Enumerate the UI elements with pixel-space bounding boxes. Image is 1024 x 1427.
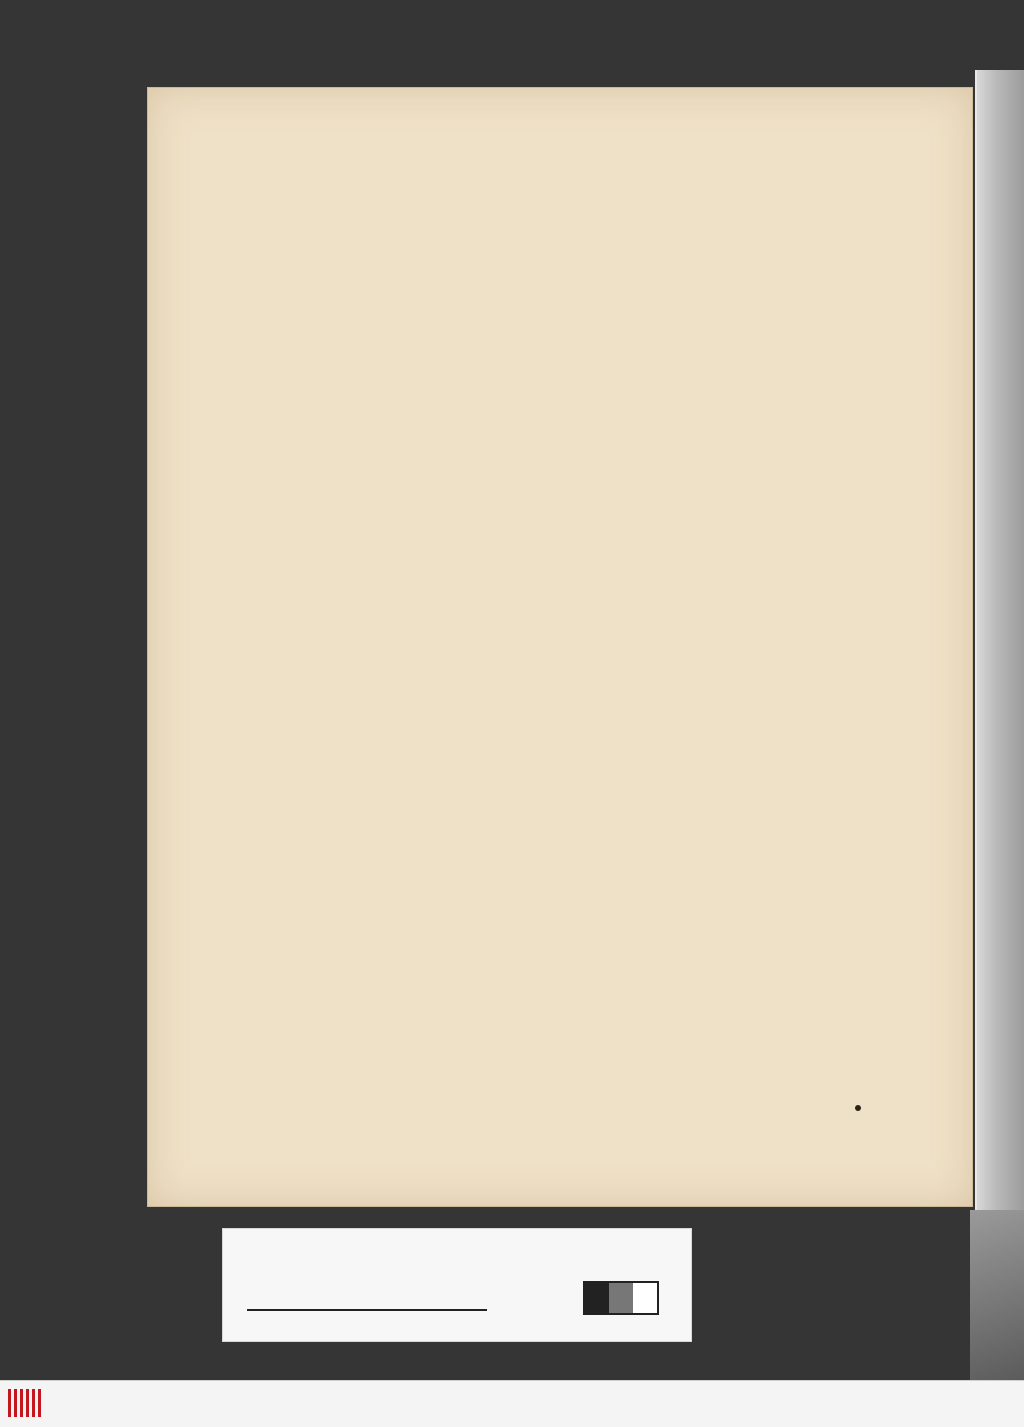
measurement-ruler (247, 1279, 487, 1311)
gray-scale-swatch (583, 1281, 659, 1315)
library-label-card (222, 1228, 692, 1342)
hab-logo-icon (8, 1389, 46, 1417)
ink-mark (855, 1105, 861, 1111)
viewer-footer (0, 1380, 1024, 1427)
book-page (148, 88, 972, 1206)
adjacent-page-edge (975, 70, 1024, 1380)
adjacent-page-shadow (970, 1210, 1024, 1380)
